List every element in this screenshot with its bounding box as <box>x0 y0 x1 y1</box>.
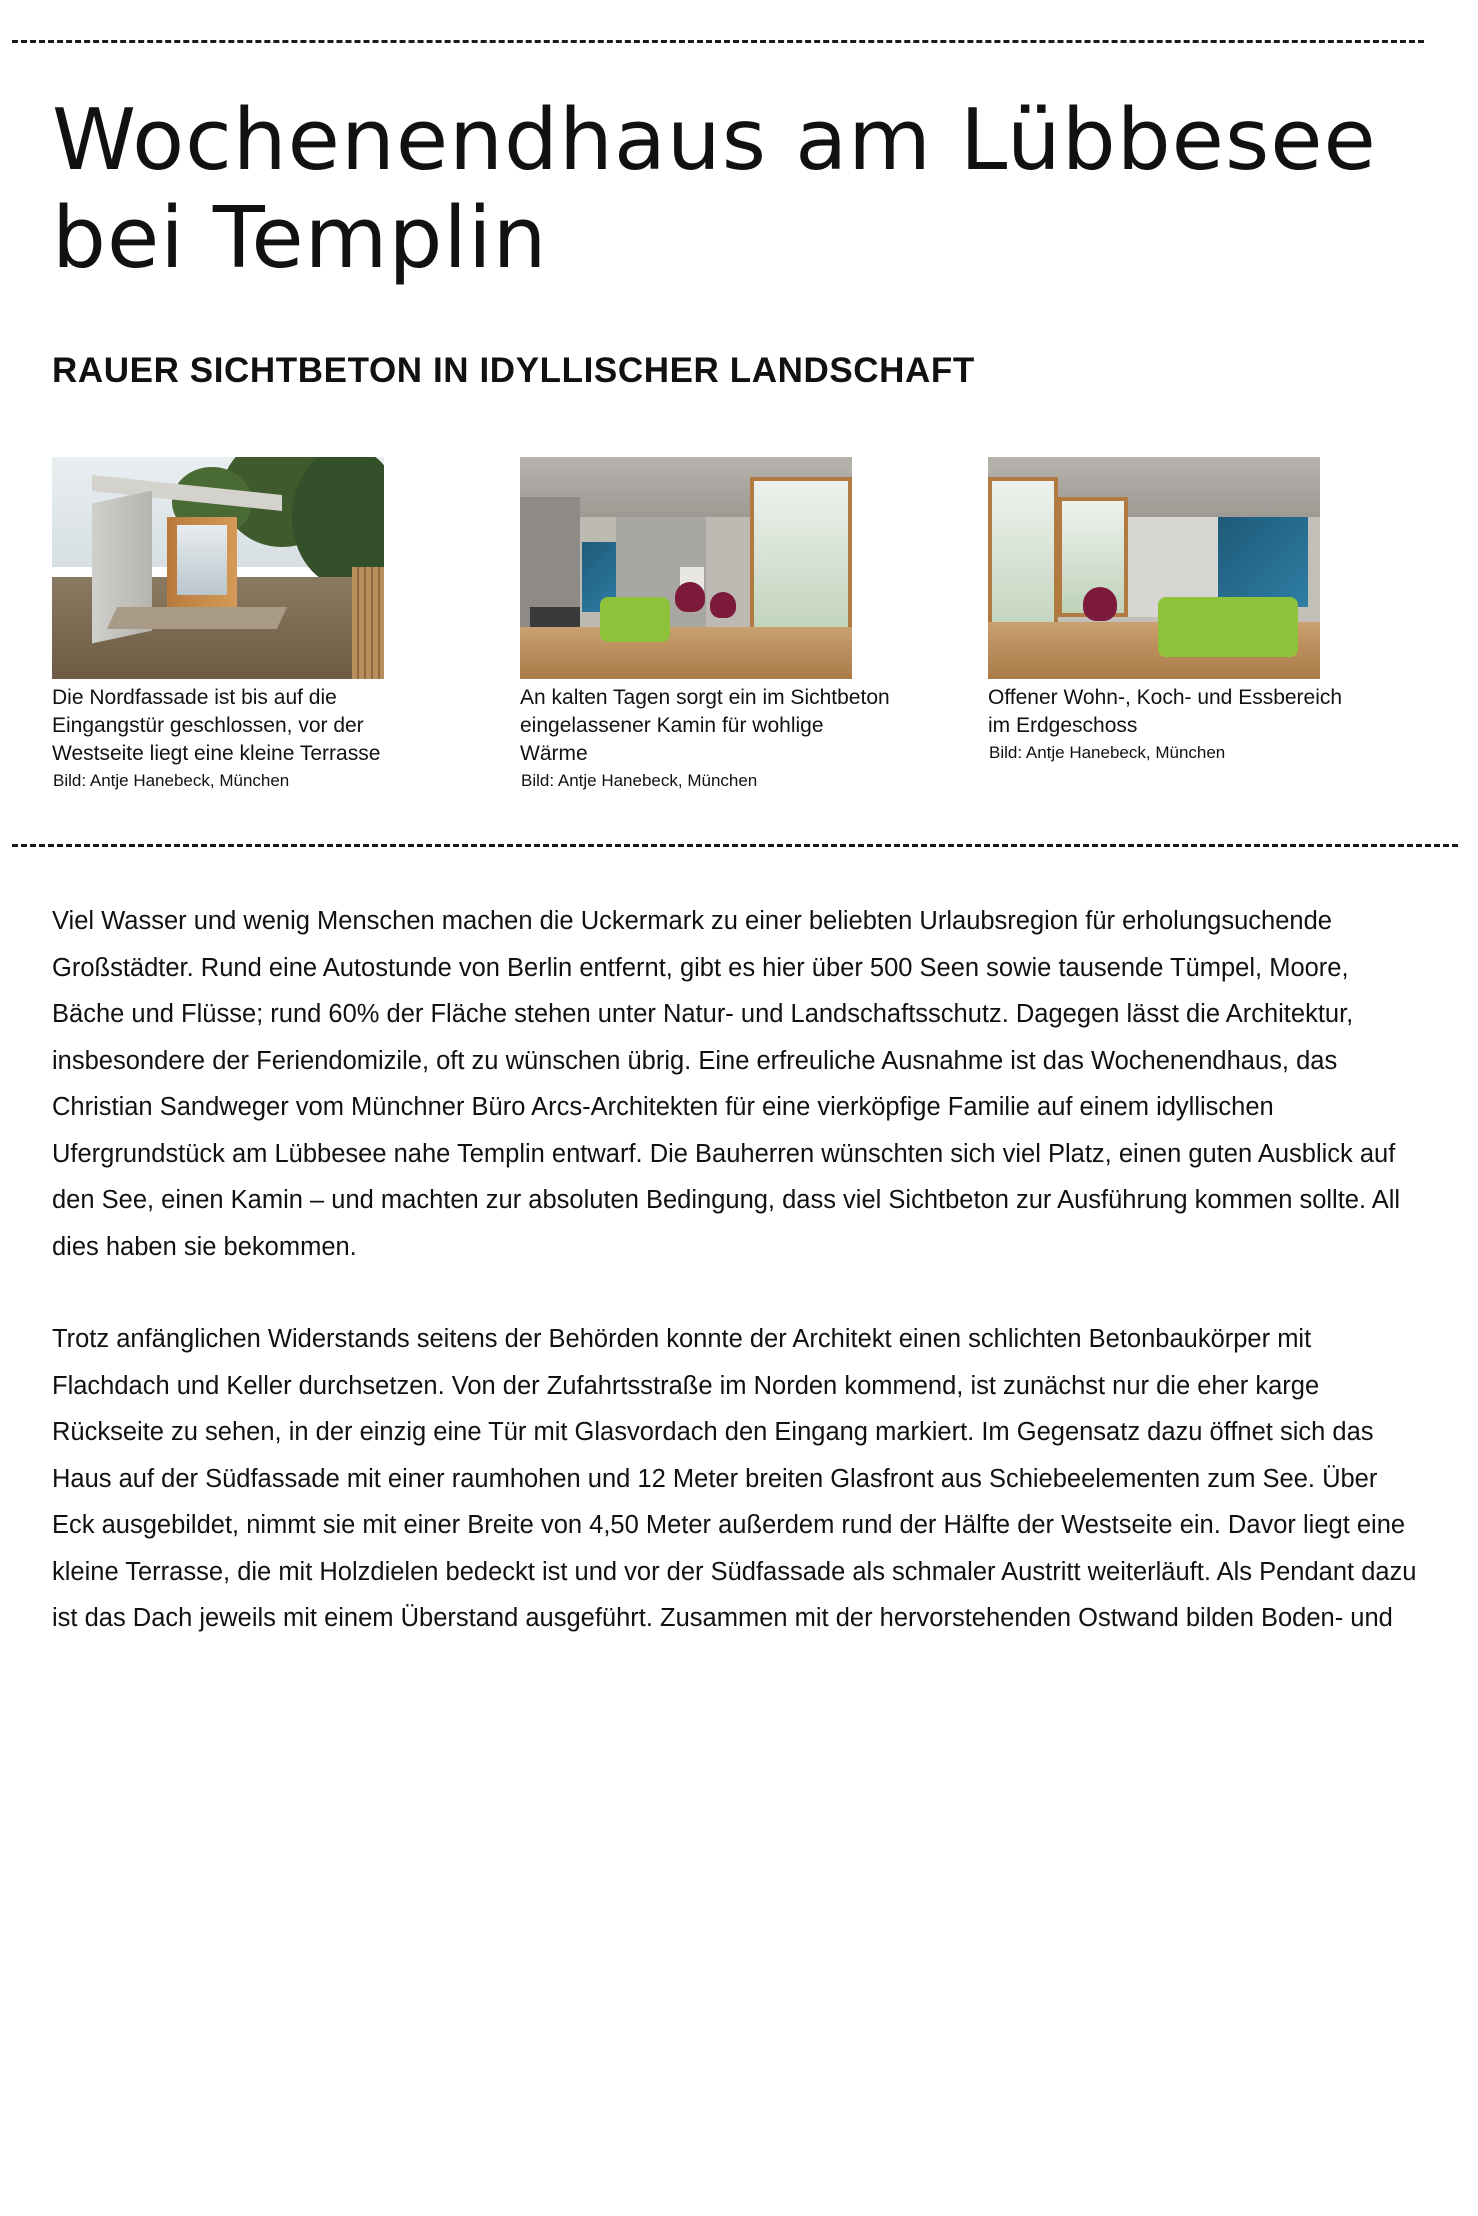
gallery-item-open-living[interactable] <box>988 457 1358 764</box>
article-body <box>52 898 1422 1688</box>
page-title: Wochenendhaus am Lübbesee bei Templin <box>52 91 1377 288</box>
photo-credit: Bild: Antje Hanebeck, München <box>989 743 1226 762</box>
photo-caption: Offener Wohn-, Koch- und Essbereich im Erdgeschoss <box>988 686 1343 737</box>
gallery-item-exterior[interactable] <box>52 457 422 792</box>
photo-credit: Bild: Antje Hanebeck, München <box>53 771 290 790</box>
living-room-fireplace-photo[interactable] <box>520 457 852 679</box>
gallery-item-fireplace[interactable] <box>520 457 890 792</box>
house-exterior-photo[interactable] <box>52 457 384 679</box>
body-paragraph: Trotz anfänglichen Widerstands seitens der Behörden konnte der Architekt einen schlichten Betonbaukörper mit Flachdach und Keller durchsetzen. Von der Zufahrtsstraße im Norden kommend, ist zunächst nur die eher karge Rückseite zu sehen, in der einzig eine Tür mit Glasvordach den Eingang markiert. Im Gegensatz dazu öffnet sich das Haus auf der Südfassade mit einer raumhohen und 12 Meter breiten Glasfront aus Schiebeelementen zum See. Über Eck ausgebildet, nimmt sie mit einer Breite von 4,50 Meter außerdem rund der Hälfte der Westseite ein. Davor liegt eine kleine Terrasse, die mit Holzdielen bedeckt ist und vor der Südfassade als schmaler Austritt weiterläuft. Als Pendant dazu ist das Dach jeweils mit einem Überstand ausgeführt. Zusammen mit der hervorstehenden Ostwand bilden Boden- und <box>52 1325 1417 1632</box>
section-divider <box>12 844 1458 847</box>
article-subtitle: RAUER SICHTBETON IN IDYLLISCHER LANDSCHAFT <box>52 351 975 390</box>
photo-caption: Die Nordfassade ist bis auf die Eingangstür geschlossen, vor der Westseite liegt eine kleine Terrasse <box>52 686 381 765</box>
photo-credit: Bild: Antje Hanebeck, München <box>521 771 758 790</box>
photo-caption: An kalten Tagen sorgt ein im Sichtbeton eingelassener Kamin für wohlige Wärme <box>520 686 890 765</box>
top-divider <box>12 40 1424 43</box>
open-living-area-photo[interactable] <box>988 457 1320 679</box>
body-paragraph: Viel Wasser und wenig Menschen machen die Uckermark zu einer beliebten Urlaubsregion für erholungsuchende Großstädter. Rund eine Autostunde von Berlin entfernt, gibt es hier über 500 Seen sowie tausende Tümpel, Moore, Bäche und Flüsse; rund 60% der Fläche stehen unter Natur- und Landschaftsschutz. Dagegen lässt die Architektur, insbesondere der Feriendomizile, oft zu wünschen übrig. Eine erfreuliche Ausnahme ist das Wochenendhaus, das Christian Sandweger vom Münchner Büro Arcs-Architekten für eine vierköpfige Familie auf einem idyllischen Ufergrundstück am Lübbesee nahe Templin entwarf. Die Bauherren wünschten sich viel Platz, einen guten Ausblick auf den See, einen Kamin – und machten zur absoluten Bedingung, dass viel Sichtbeton zur Ausführung kommen sollte. All dies haben sie bekommen. <box>52 907 1401 1261</box>
